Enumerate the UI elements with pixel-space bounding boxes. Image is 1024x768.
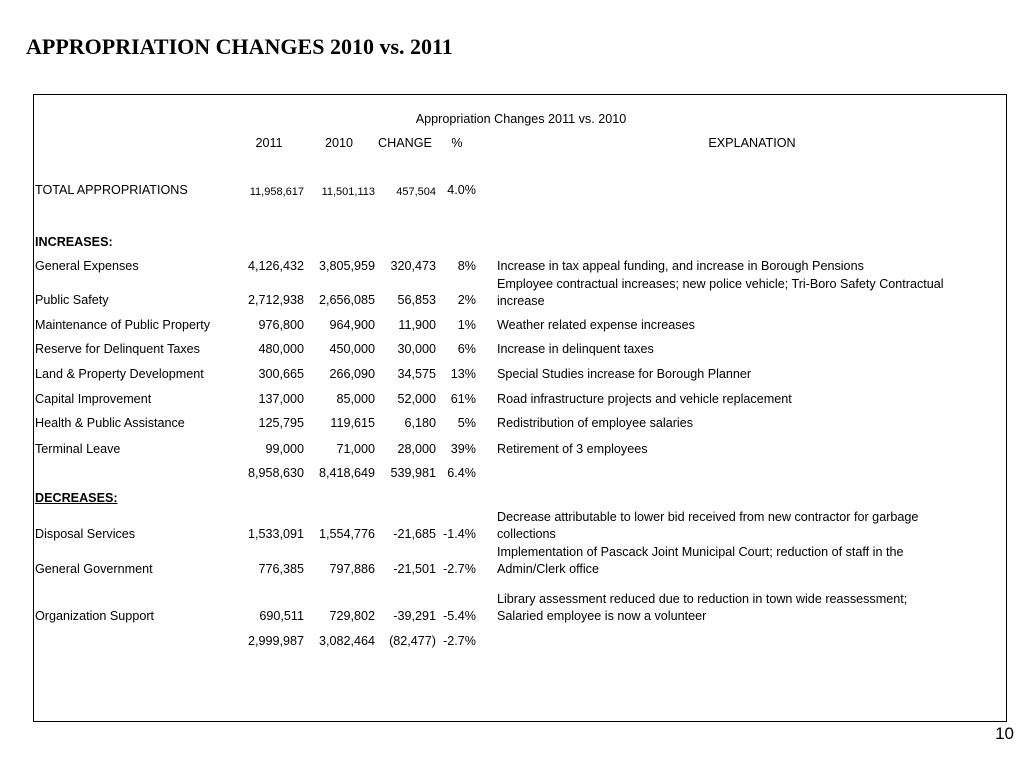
total-change: 457,504 [396, 186, 436, 198]
increase-row-2011: 125,795 [258, 416, 304, 430]
decrease-row-2010: 1,554,776 [318, 527, 375, 541]
decrease-row-label: Disposal Services [35, 527, 136, 541]
total-label: TOTAL APPROPRIATIONS [35, 183, 188, 197]
increase-row-change: 34,575 [397, 367, 436, 381]
increase-row-explanation: Retirement of 3 employees [497, 442, 648, 456]
total-2011: 11,958,617 [249, 186, 304, 198]
increase-row-explanation: Weather related expense increases [497, 318, 695, 332]
header-2010: 2010 [324, 136, 354, 150]
increase-row-label: Land & Property Development [35, 367, 204, 381]
increase-row-2011: 4,126,432 [247, 259, 304, 273]
page-number: 10 [995, 724, 1014, 743]
increase-row-2010: 2,656,085 [318, 293, 375, 307]
decreases-subtotal-2011: 2,999,987 [247, 634, 304, 648]
increase-row-2011: 300,665 [258, 367, 304, 381]
increase-row-change: 320,473 [390, 259, 436, 273]
decrease-row-explanation: collections [497, 527, 556, 541]
increase-row-2010: 964,900 [329, 318, 375, 332]
increase-row-label: Public Safety [35, 293, 109, 307]
increase-row-explanation: Road infrastructure projects and vehicle replacement [497, 392, 792, 406]
increase-row-2011: 976,800 [258, 318, 304, 332]
total-2010: 11,501,113 [321, 186, 375, 198]
increase-row-explanation: Special Studies increase for Borough Planner [497, 367, 752, 381]
increase-row-2010: 71,000 [336, 442, 375, 456]
decrease-row-change: -21,685 [393, 527, 436, 541]
decrease-row-percent: -1.4% [443, 527, 476, 541]
increase-row-percent: 13% [450, 367, 476, 381]
decreases-subtotal-change: (82,477) [389, 634, 436, 648]
decrease-row-2010: 729,802 [329, 609, 375, 623]
increase-row-label: Capital Improvement [35, 392, 152, 406]
increase-row-label: Maintenance of Public Property [35, 318, 211, 332]
decrease-row-label: Organization Support [35, 609, 155, 623]
total-percent: 4.0% [447, 183, 476, 197]
increase-row-explanation: Employee contractual increases; new police vehicle; Tri-Boro Safety Contractual [497, 277, 944, 291]
increase-row-change: 30,000 [397, 342, 436, 356]
decrease-row-change: -39,291 [393, 609, 436, 623]
increase-row-change: 11,900 [398, 318, 436, 332]
decrease-row-explanation: Admin/Clerk office [497, 562, 599, 576]
decrease-row-2011: 690,511 [259, 609, 304, 623]
decrease-row-2011: 1,533,091 [247, 527, 304, 541]
decreases-subtotal-percent: -2.7% [443, 634, 476, 648]
table-title: Appropriation Changes 2011 vs. 2010 [415, 112, 627, 126]
increase-row-2010: 3,805,959 [318, 259, 375, 273]
increases-heading: INCREASES: [35, 235, 113, 249]
increase-row-change: 6,180 [404, 416, 436, 430]
increases-subtotal-percent: 6.4% [447, 466, 476, 480]
increase-row-2011: 480,000 [258, 342, 304, 356]
increase-row-label: General Expenses [35, 259, 139, 273]
decrease-row-percent: -5.4% [443, 609, 476, 623]
increase-row-percent: 2% [457, 293, 476, 307]
increase-row-change: 52,000 [397, 392, 436, 406]
increase-row-label: Terminal Leave [35, 442, 121, 456]
increase-row-percent: 5% [457, 416, 476, 430]
increase-row-percent: 8% [457, 259, 476, 273]
increase-row-change: 56,853 [397, 293, 436, 307]
increase-row-percent: 61% [450, 392, 476, 406]
increase-row-2010: 85,000 [336, 392, 375, 406]
header-change: CHANGE [378, 136, 432, 150]
increase-row-explanation: Increase in tax appeal funding, and increase in Borough Pensions [497, 259, 864, 273]
page-title: APPROPRIATION CHANGES 2010 vs. 2011 [26, 34, 453, 59]
increase-row-explanation: Increase in delinquent taxes [497, 342, 654, 356]
header-explanation: EXPLANATION [708, 136, 796, 150]
decrease-row-percent: -2.7% [443, 562, 476, 576]
increase-row-explanation: Redistribution of employee salaries [497, 416, 694, 430]
increase-row-percent: 39% [450, 442, 476, 456]
decrease-row-change: -21,501 [393, 562, 436, 576]
increases-subtotal-change: 539,981 [390, 466, 436, 480]
increase-row-2011: 99,000 [265, 442, 304, 456]
decreases-heading: DECREASES: [35, 491, 118, 505]
decrease-row-explanation: Salaried employee is now a volunteer [497, 609, 707, 623]
increase-row-2010: 266,090 [329, 367, 375, 381]
increase-row-explanation: increase [497, 294, 545, 308]
decrease-row-explanation: Decrease attributable to lower bid received from new contractor for garbage [497, 510, 919, 524]
increases-subtotal-2010: 8,418,649 [318, 466, 375, 480]
header-2011: 2011 [255, 136, 283, 150]
decrease-row-explanation: Library assessment reduced due to reduction in town wide reassessment; [497, 592, 908, 606]
increase-row-label: Reserve for Delinquent Taxes [35, 342, 200, 356]
decrease-row-label: General Government [35, 562, 153, 576]
decrease-row-2011: 776,385 [258, 562, 304, 576]
increase-row-2011: 137,000 [258, 392, 304, 406]
decreases-subtotal-2010: 3,082,464 [318, 634, 375, 648]
decrease-row-2010: 797,886 [329, 562, 375, 576]
appropriation-table [33, 94, 1007, 722]
increase-row-percent: 1% [457, 318, 476, 332]
decrease-row-explanation: Implementation of Pascack Joint Municipal Court; reduction of staff in the [497, 545, 904, 559]
increase-row-2011: 2,712,938 [247, 293, 304, 307]
increase-row-2010: 450,000 [329, 342, 375, 356]
increase-row-change: 28,000 [397, 442, 436, 456]
increases-subtotal-2011: 8,958,630 [247, 466, 304, 480]
increase-row-percent: 6% [457, 342, 476, 356]
increase-row-2010: 119,615 [330, 416, 375, 430]
increase-row-label: Health & Public Assistance [35, 416, 185, 430]
header-percent: % [451, 136, 463, 150]
